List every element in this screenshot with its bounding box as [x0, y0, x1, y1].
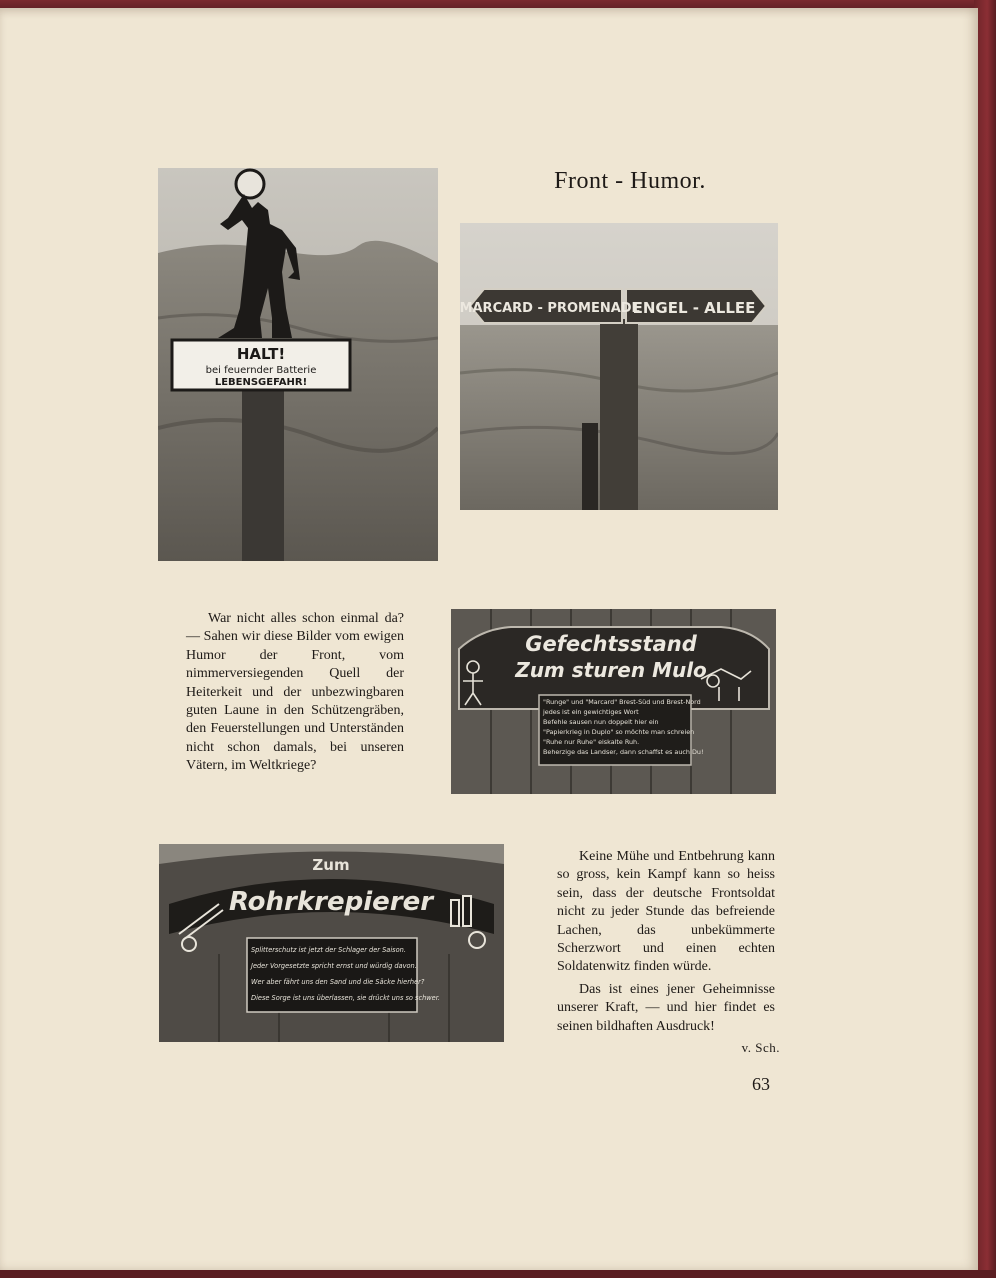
book-page — [0, 8, 978, 1270]
photo-rohrkrepierer-sign — [159, 844, 504, 1042]
page-title: Front - Humor. — [554, 168, 706, 194]
author-signature: v. Sch. — [741, 1040, 780, 1055]
gefechtsstand-arch-line1: Gefechtsstand — [525, 632, 697, 656]
rohrkrepierer-arch: Rohrkrepierer — [228, 887, 434, 917]
photo-gefechtsstand-sign — [451, 609, 776, 794]
gefechtsstand-board-line: Befehle sausen nun doppelt hier ein — [543, 718, 659, 726]
gefechtsstand-arch-line2: Zum sturen Mulo — [515, 658, 707, 682]
halt-line1: bei feuernder Batterie — [205, 365, 317, 376]
photo-halt-sign — [158, 168, 438, 561]
rohrkrepierer-board-line: Diese Sorge ist uns überlassen, sie drückt uns so schwer. — [251, 994, 440, 1002]
halt-headline: HALT! — [236, 345, 286, 363]
body-text-right — [557, 848, 775, 1036]
page-number: 63 — [752, 1074, 770, 1094]
body-paragraph-2: Das ist eines jener Geheimnisse unserer Kraft, — und hier findet es seinen bildhaften Ausdruck! — [557, 981, 775, 1034]
gefechtsstand-board-line: "Runge" und "Marcard" Brest-Süd und Brest-Nord — [543, 698, 701, 706]
body-paragraph-1: Keine Mühe und Entbehrung kann so gross, kein Kampf kann so heiss sein, dass der deutsche Frontsoldat nicht zu jeder Stunde das befreiende Lachen, das unbekümmerte Scherzwort und einen echten Soldatenwitz finden würde. — [557, 849, 775, 975]
intro-paragraph — [186, 610, 404, 776]
photo-street-sign — [460, 223, 778, 510]
intro-text: War nicht alles schon einmal da? — Sahen wir diese Bilder vom ewigen Humor der Front, vom nimmerversiegenden Quell der Heiterkeit und der unbezwingbaren guten Laune in den Schützengräben, den Feuerstellungen und Unterständen nicht schon damals, bei unseren Vätern, im Weltkriege? — [186, 611, 404, 774]
book-binding-bottom — [0, 1270, 996, 1278]
halt-line2: LEBENSGEFAHR! — [214, 377, 308, 388]
street-sign-right-label: ENGEL - ALLEE — [632, 299, 756, 317]
rohrkrepierer-top: Zum — [312, 856, 350, 874]
gefechtsstand-board-line: Beherzige das Landser, dann schaffst es auch Du! — [543, 748, 704, 756]
rohrkrepierer-board-line: Jeder Vorgesetzte spricht ernst und würdig davon. — [251, 962, 417, 970]
rohrkrepierer-board-line: Splitterschutz ist jetzt der Schlager der Saison. — [251, 946, 406, 954]
gefechtsstand-board-line: jedes ist ein gewichtiges Wort — [543, 708, 639, 716]
gefechtsstand-board-line: "Papierkrieg in Duplo" so möchte man schreien — [543, 728, 695, 736]
street-sign-left-label: MARCARD - PROMENADE — [460, 301, 641, 316]
gefechtsstand-board-line: "Ruhe nur Ruhe" eiskalte Ruh. — [543, 738, 640, 746]
rohrkrepierer-board-line: Wer aber fährt uns den Sand und die Säcke hierher? — [251, 978, 425, 986]
